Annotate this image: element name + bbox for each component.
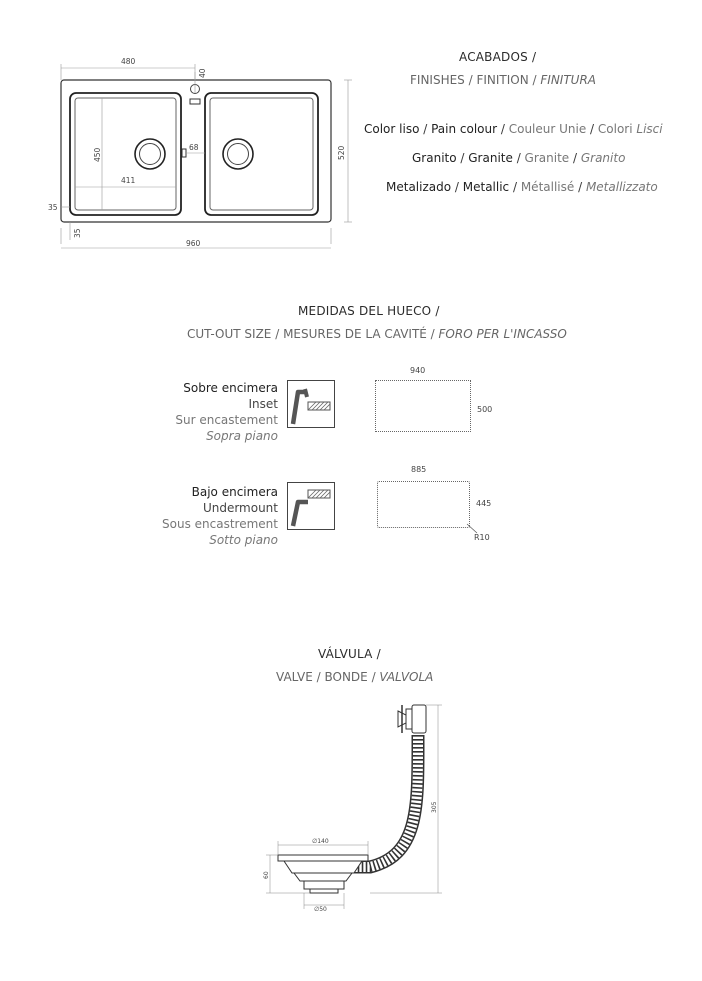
dim-520: 520 [337, 145, 346, 160]
finish-metallic: Metalizado / Metallic / Métallisé / Metallizzato [386, 180, 658, 194]
dim-450: 450 [93, 147, 102, 162]
dim-35-left: 35 [48, 203, 58, 212]
sink-top-view-drawing [0, 0, 702, 260]
undermount-height-label: 445 [476, 499, 492, 508]
dim-480: 480 [121, 57, 136, 66]
finishes-title: ACABADOS / [459, 50, 537, 64]
radius-leader-line [462, 521, 482, 535]
cutout-subtitle: CUT-OUT SIZE / MESURES DE LA CAVITÉ / FORO PER L'INCASSO [187, 327, 567, 341]
dim-35-bottom: 35 [73, 228, 82, 238]
dim-60: 60 [263, 871, 270, 879]
undermount-labels: Bajo encimera Undermount Sous encastrement Sotto piano [162, 485, 278, 547]
cutout-title: MEDIDAS DEL HUECO / [298, 304, 440, 318]
valve-title: VÁLVULA / [318, 647, 381, 661]
dim-960: 960 [186, 239, 201, 248]
undermount-width-label: 885 [411, 465, 427, 474]
undermount-radius-label: R10 [474, 533, 490, 542]
undermount-icon [287, 482, 335, 530]
inset-height-label: 500 [477, 405, 493, 414]
finish-plain-colour: Color liso / Pain colour / Couleur Unie / Colori Lisci [364, 122, 663, 136]
valve-subtitle: VALVE / BONDE / VALVOLA [276, 670, 434, 684]
dim-40: 40 [198, 68, 207, 78]
inset-cutout-rect [375, 380, 471, 432]
dim-50: ∅50 [314, 906, 327, 913]
inset-labels: Sobre encimera Inset Sur encastement Sopra piano [175, 381, 278, 443]
finish-granite: Granito / Granite / Granite / Granito [412, 151, 626, 165]
dim-411: 411 [121, 176, 136, 185]
dim-68: 68 [189, 143, 199, 152]
dim-140: ∅140 [312, 838, 329, 845]
finishes-subtitle: FINISHES / FINITION / FINITURA [410, 73, 597, 87]
undermount-cutout-rect [377, 481, 470, 528]
inset-width-label: 940 [410, 366, 426, 375]
dim-305: 305 [431, 801, 438, 813]
valve-drawing [250, 695, 460, 920]
inset-icon [287, 380, 335, 428]
